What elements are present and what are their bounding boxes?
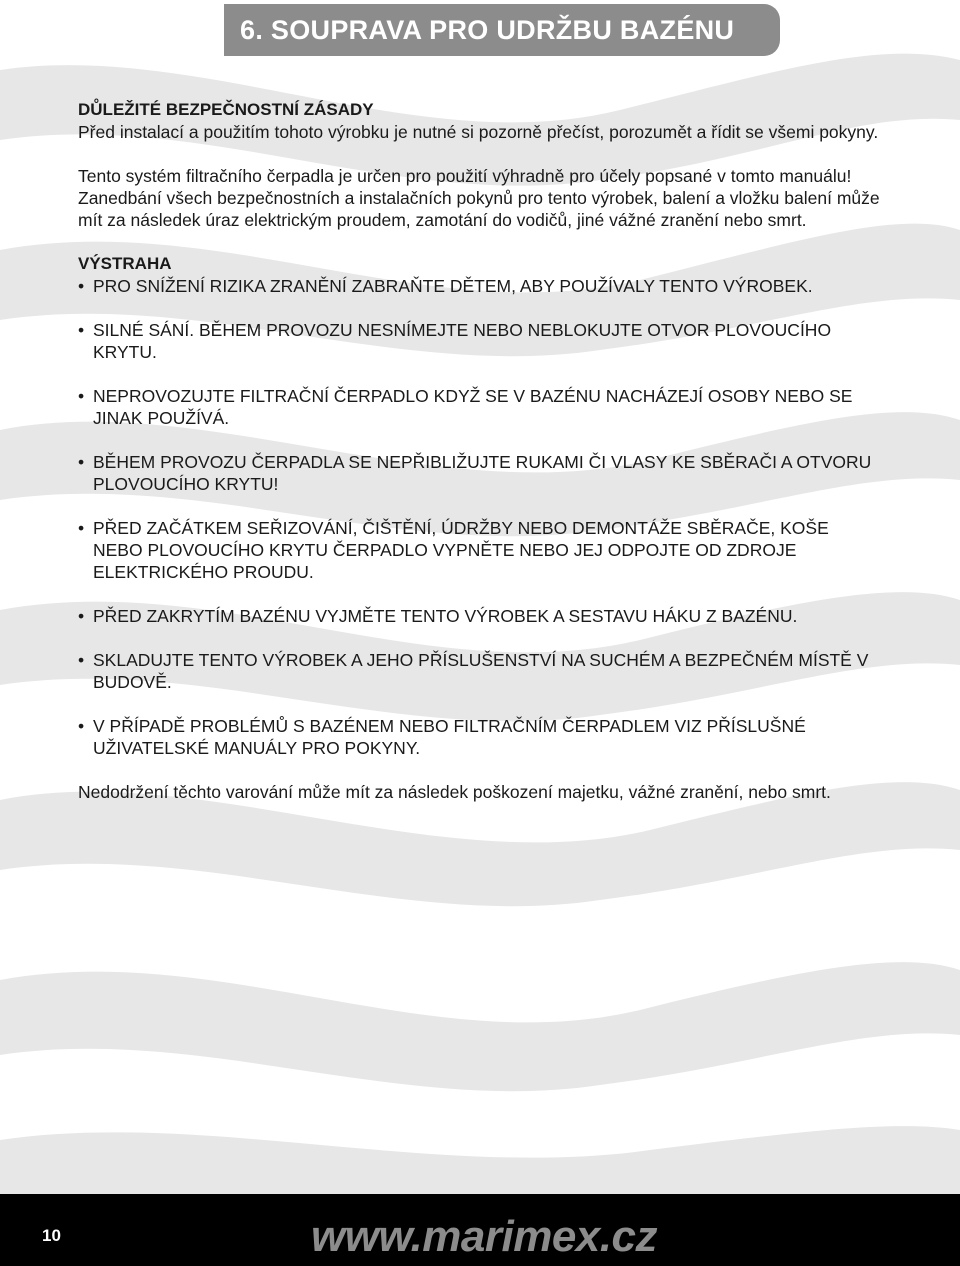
content — [78, 99, 883, 803]
safety-heading: DŮLEŽITÉ BEZPEČNOSTNÍ ZÁSADY — [78, 100, 374, 119]
closing-statement: Nedodržení těchto varování může mít za následek poškození majetku, vážné zranění, nebo smrt. — [78, 782, 831, 802]
warning-item: • PRO SNÍŽENÍ RIZIKA ZRANĚNÍ ZABRAŇTE DĚTEM, ABY POUŽÍVALY TENTO VÝROBEK. — [78, 275, 883, 297]
section-header — [224, 4, 780, 56]
warning-item: • BĚHEM PROVOZU ČERPADLA SE NEPŘIBLIŽUJTE RUKAMI ČI VLASY KE SBĚRAČI A OTVORU PLOVOUCÍHO KRYTU! — [78, 451, 883, 495]
page-number: 10 — [42, 1226, 61, 1245]
website-logo: www.marimex.cz — [311, 1212, 657, 1261]
warning-list — [78, 275, 883, 759]
safety-paragraph-1: Před instalací a použitím tohoto výrobku je nutné si pozorně přečíst, porozumět a řídit se všemi pokyny. — [78, 122, 879, 142]
warning-item: • PŘED ZAČÁTKEM SEŘIZOVÁNÍ, ČIŠTĚNÍ, ÚDRŽBY NEBO DEMONTÁŽE SBĚRAČE, KOŠE NEBO PLOVOUCÍHO KRYTU ČERPADLO VYPNĚTE NEBO JEJ ODPOJTE OD ZDROJE ELEKTRICKÉHO PROUDU. — [78, 517, 883, 583]
warning-item: • PŘED ZAKRYTÍM BAZÉNU VYJMĚTE TENTO VÝROBEK A SESTAVU HÁKU Z BAZÉNU. — [78, 605, 883, 627]
safety-paragraph-2: Tento systém filtračního čerpadla je určen pro použití výhradně pro účely popsané v tomto manuálu! Zanedbání všech bezpečnostních a instalačních pokynů pro tento výrobek, balení a vložku balení může mít za následek úraz elektrickým proudem, zamotání do vodičů, jiné vážné zranění nebo smrt. — [78, 166, 880, 230]
warning-item: • NEPROVOZUJTE FILTRAČNÍ ČERPADLO KDYŽ SE V BAZÉNU NACHÁZEJÍ OSOBY NEBO SE JINAK POUŽÍVÁ. — [78, 385, 883, 429]
page-footer — [0, 1194, 960, 1266]
section-title: 6. SOUPRAVA PRO UDRŽBU BAZÉNU — [240, 14, 735, 45]
warning-item: • V PŘÍPADĚ PROBLÉMŮ S BAZÉNEM NEBO FILTRAČNÍM ČERPADLEM VIZ PŘÍSLUŠNÉ UŽIVATELSKÉ MANUÁLY PRO POKYNY. — [78, 715, 883, 759]
warning-item: • SILNÉ SÁNÍ. BĚHEM PROVOZU NESNÍMEJTE NEBO NEBLOKUJTE OTVOR PLOVOUCÍHO KRYTU. — [78, 319, 883, 363]
warning-heading: VÝSTRAHA — [78, 254, 172, 273]
warning-item: • SKLADUJTE TENTO VÝROBEK A JEHO PŘÍSLUŠENSTVÍ NA SUCHÉM A BEZPEČNÉM MÍSTĚ V BUDOVĚ. — [78, 649, 883, 693]
